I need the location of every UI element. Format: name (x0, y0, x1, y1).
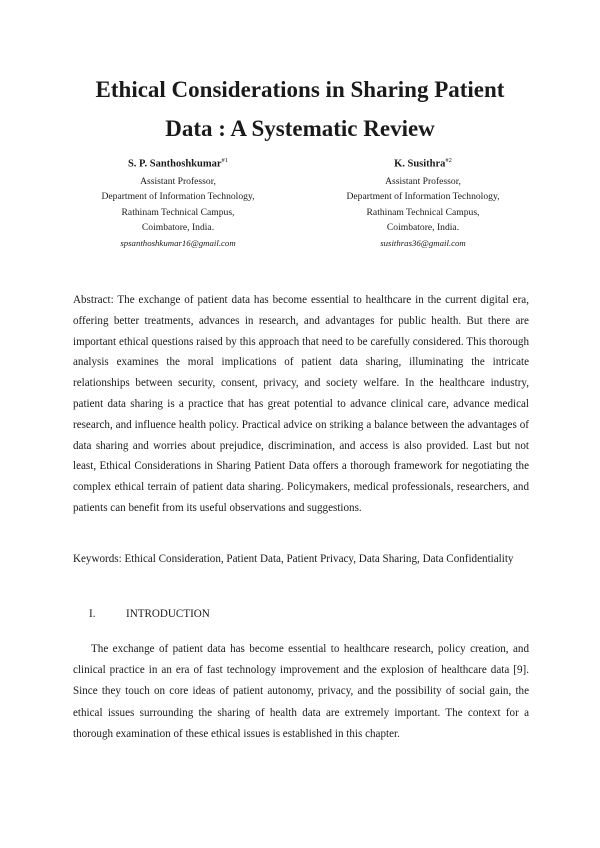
author-city: Coimbatore, India. (386, 222, 460, 233)
abstract-paragraph: Abstract: The exchange of patient data has become essential to healthcare in the current digital era, offering better treatments, advances in research, and advantages for public health. But there are important ethical questions raised by this approach that need to be carefully considered. This thorough analysis examines the moral implications of patient data sharing, illuminating the intricate relationships between security, consent, privacy, and society welfare. In the healthcare industry, patient data sharing is a practice that has great potential to advance clinical care, advance medical research, and influence health policy. Practical advice on striking a balance between the advantages of data sharing and worries about prejudice, discrimination, and access is also provided. Last but not least, Ethical Considerations in Sharing Patient Data offers a thorough framework for negotiating the complex ethical terrain of patient data sharing. Policymakers, medical professionals, researchers, and patients can benefit from its useful observations and suggestions. (73, 294, 529, 514)
author-role: Assistant Professor, (385, 175, 461, 187)
author-name: K. Susithra$^{\#2}$ (394, 157, 452, 170)
author-email: spsanthoshkumar16@gmail.com (120, 237, 236, 248)
author-email: susithras36@gmail.com (380, 237, 466, 248)
section-title: INTRODUCTION (126, 608, 210, 620)
intro-paragraph: The exchange of patient data has become essential to healthcare research, policy creation, and clinical practice in an era of fast technology improvement and the explosion of healthcare data [9]. Since they touch on core ideas of patient autonomy, privacy, and the possibility of social gain, the ethical issues surrounding the sharing of health data are extremely important. The context for a thorough examination of these ethical issues is established in this chapter. (73, 643, 529, 740)
keywords-paragraph: Keywords: Ethical Consideration, Patient Data, Patient Privacy, Data Sharing, Data Confidentiality (73, 553, 514, 565)
author-department: Department of Information Technology, (101, 191, 255, 202)
author-city: Coimbatore, India. (141, 222, 215, 233)
author-campus: Rathinam Technical Campus, (366, 206, 480, 218)
paper-title (0, 70, 600, 148)
author-name: S. P. Santhoshkumar$^{\#1}$ (127, 157, 229, 170)
author-affiliation-mark: #1 (221, 157, 229, 164)
author-block-1 (53, 152, 303, 251)
title-line-2: Data : A Systematic Review (165, 116, 435, 141)
section-heading (89, 604, 210, 624)
author-department: Department of Information Technology, (346, 191, 500, 202)
author-block-2 (298, 152, 548, 251)
author-affiliation-mark: #2 (445, 157, 452, 164)
title-line-1: Ethical Considerations in Sharing Patient (95, 77, 505, 102)
author-role: Assistant Professor, (140, 175, 216, 187)
author-campus: Rathinam Technical Campus, (121, 206, 235, 218)
section-number: I. (89, 608, 96, 620)
